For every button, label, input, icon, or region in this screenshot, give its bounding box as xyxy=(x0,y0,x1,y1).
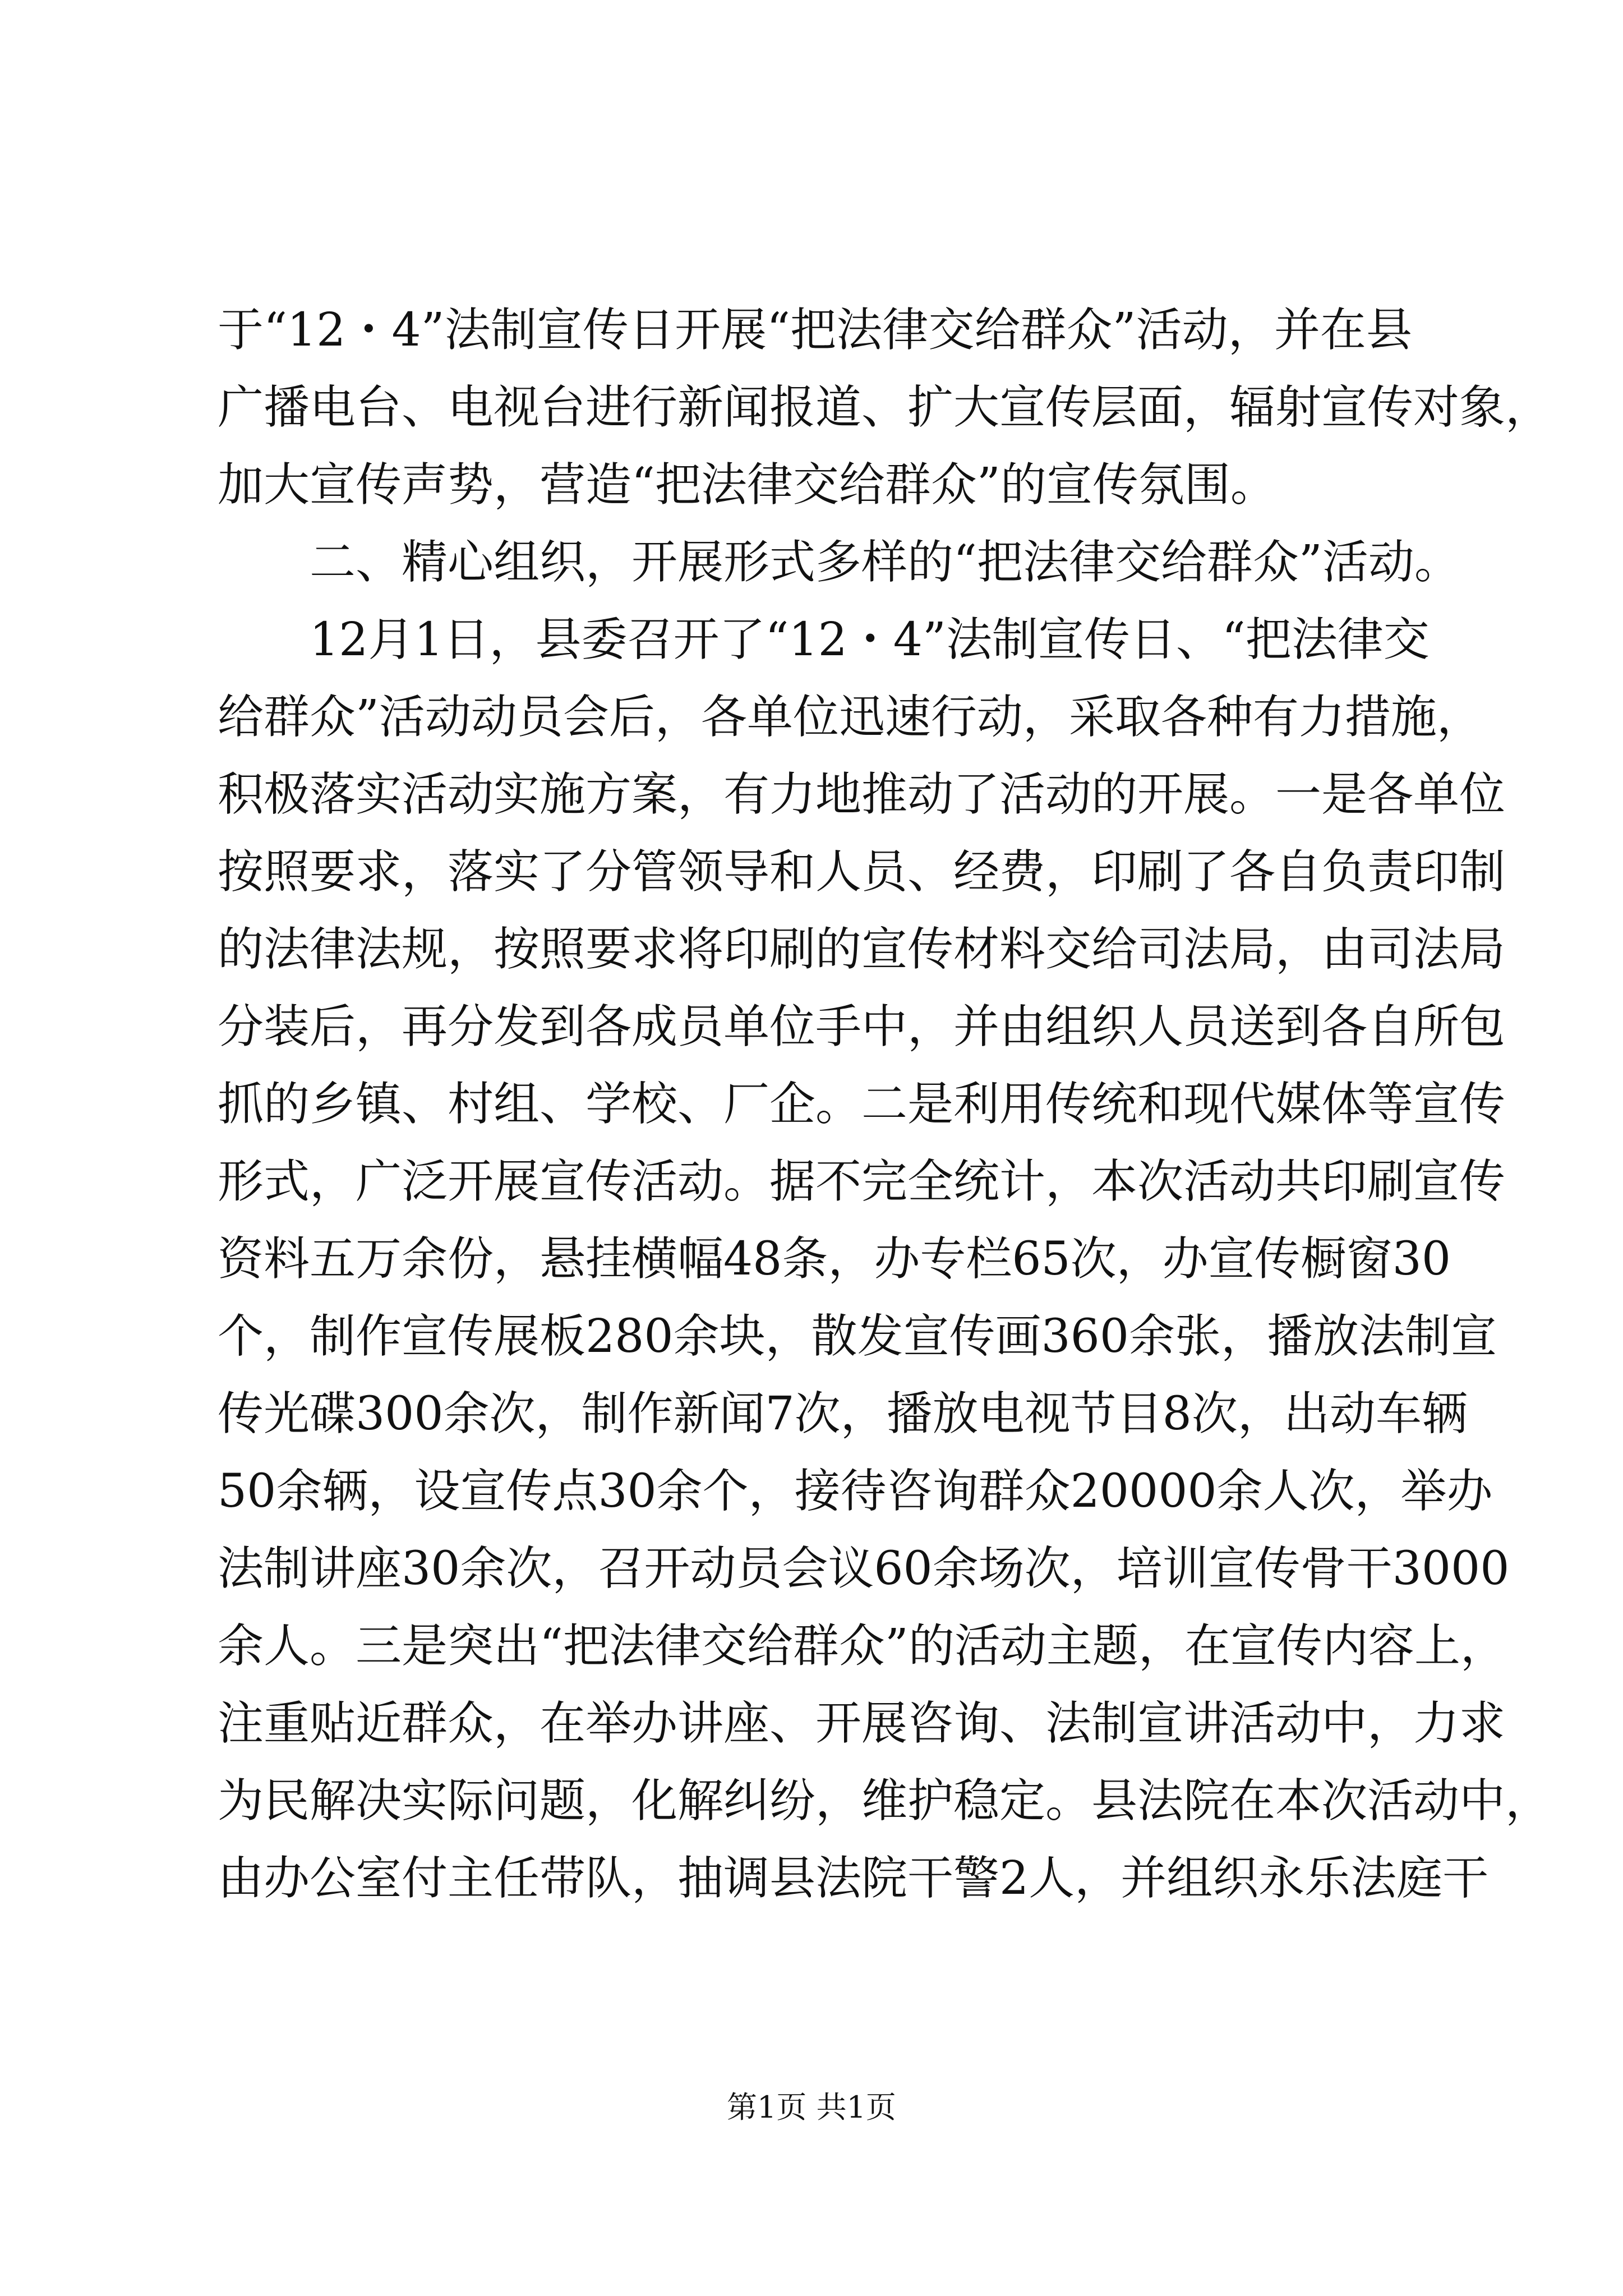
text-line: 余人。三是突出“把法律交给群众”的活动主题，在宣传内容上， xyxy=(218,1619,1506,1673)
text-line: 于“12・4”法制宣传日开展“把法律交给群众”活动，并在县 xyxy=(218,303,1412,357)
text-line: 注重贴近群众，在举办讲座、开展咨询、法制宣讲活动中，力求 xyxy=(218,1697,1506,1750)
text-line: 由办公室付主任带队，抽调县法院干警2人，并组织永乐法庭干 xyxy=(218,1852,1489,1905)
text-line: 个，制作宣传展板280余块，散发宣传画360余张，播放法制宣 xyxy=(218,1310,1497,1363)
document-body xyxy=(218,292,1552,1917)
text-line: 积极落实活动实施方案，有力地推动了活动的开展。一是各单位 xyxy=(218,768,1506,821)
text-line: 传光碟300余次，制作新闻7次，播放电视节目8次，出动车辆 xyxy=(218,1387,1468,1441)
text-line: 形式，广泛开展宣传活动。据不完全统计，本次活动共印刷宣传 xyxy=(218,1155,1506,1208)
text-line: 12月1日，县委召开了“12・4”法制宣传日、“把法律交 xyxy=(310,613,1430,666)
text-line: 加大宣传声势，营造“把法律交给群众”的宣传氛围。 xyxy=(218,458,1276,512)
text-line: 给群众”活动动员会后，各单位迅速行动，采取各种有力措施， xyxy=(218,691,1483,744)
text-line: 按照要求，落实了分管领导和人员、经费，印刷了各自负责印制 xyxy=(218,845,1506,899)
text-line: 广播电台、电视台进行新闻报道、扩大宣传层面，辐射宣传对象， xyxy=(218,381,1552,434)
text-line: 抓的乡镇、村组、学校、厂企。二是利用传统和现代媒体等宣传 xyxy=(218,1078,1506,1131)
text-line: 的法律法规，按照要求将印刷的宣传材料交给司法局，由司法局 xyxy=(218,923,1506,976)
text-line: 为民解决实际问题，化解纠纷，维护稳定。县法院在本次活动中， xyxy=(218,1774,1552,1828)
page-number-footer: 第1页 共1页 xyxy=(727,2090,896,2125)
text-line: 法制讲座30余次，召开动员会议60余场次，培训宣传骨干3000 xyxy=(218,1542,1510,1595)
section-heading: 二、精心组织，开展形式多样的“把法律交给群众”活动。 xyxy=(310,536,1460,589)
text-line: 50余辆，设宣传点30余个，接待咨询群众20000余人次，举办 xyxy=(218,1465,1493,1518)
text-line: 资料五万余份，悬挂横幅48条，办专栏65次，办宣传橱窗30 xyxy=(218,1232,1451,1286)
text-line: 分装后，再分发到各成员单位手中，并由组织人员送到各自所包 xyxy=(218,1000,1506,1053)
